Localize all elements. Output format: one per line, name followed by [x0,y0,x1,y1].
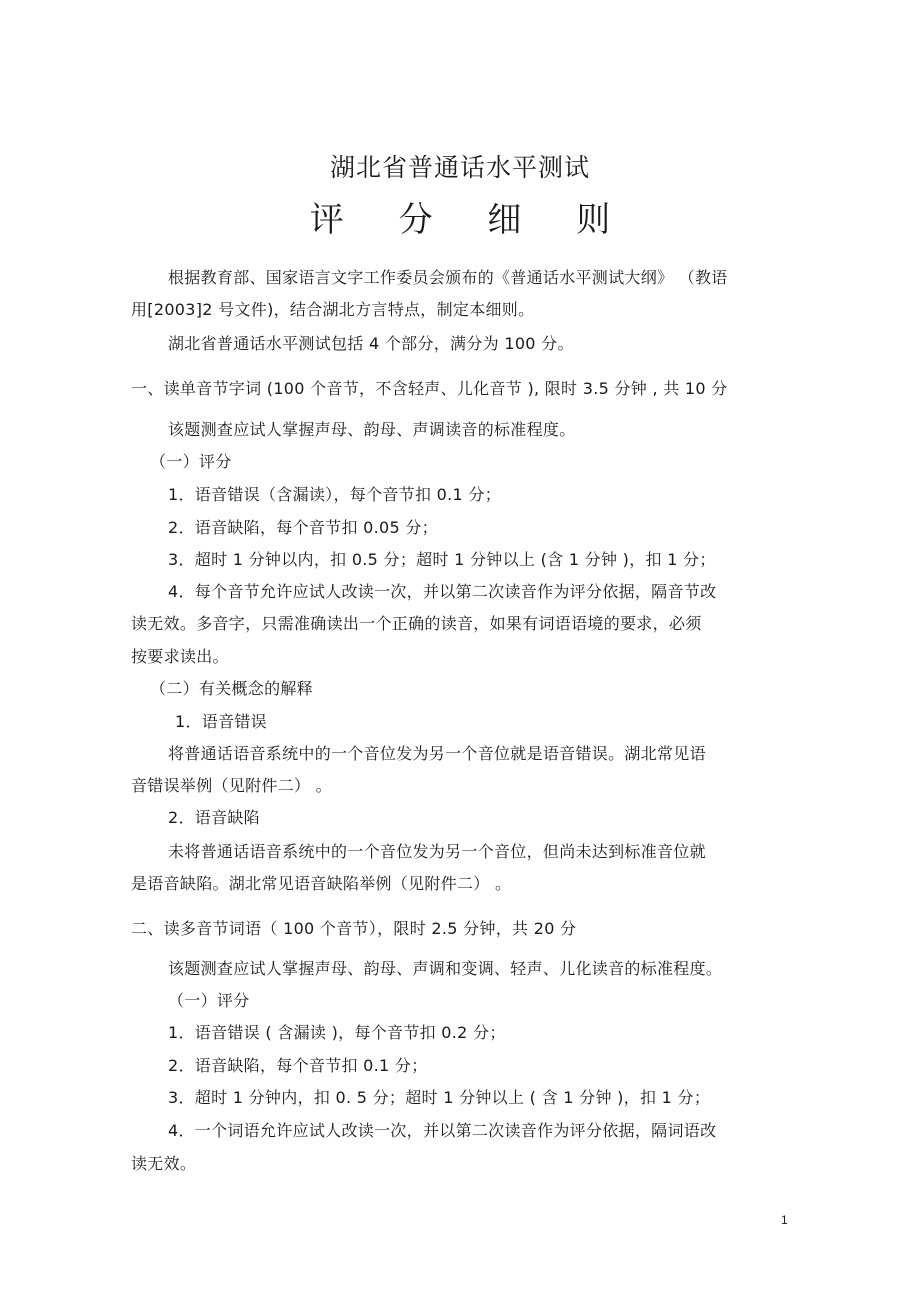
list-item: 4．一个词语允许应试人改读一次，并以第二次读音作为评分依据，隔词语改 [168,1121,717,1140]
list-item: 4．每个音节允许应试人改读一次，并以第二次读音作为评分依据，隔音节改 [168,582,717,601]
subsection-heading: （一）评分 [168,991,250,1010]
paragraph-line: 将普通话语音系统中的一个音位发为另一个音位就是语音错误。湖北常见语 [168,744,706,763]
document-subtitle: 评 分 细 则 [309,200,633,240]
list-item: 1．语音错误（含漏读），每个音节扣 0.1 分； [168,485,501,504]
paragraph-line: 音错误举例（见附件二） 。 [131,776,332,795]
paragraph-line: 读无效。多音字，只需准确读出一个正确的读音，如果有词语语境的要求，必须 [131,614,702,633]
list-item: 3．超时 1 分钟以内，扣 0.5 分；超时 1 分钟以上 (含 1 分钟 )，扣 1 分； [168,550,716,569]
paragraph-line: 用[2003]2 号文件)，结合湖北方言特点，制定本细则。 [131,300,535,319]
subsection-heading: （一）评分 [150,452,232,471]
list-item: 3．超时 1 分钟内，扣 0. 5 分；超时 1 分钟以上 ( 含 1 分钟 )，扣 1 分； [168,1088,711,1107]
list-item: 2．语音缺陷，每个音节扣 0.05 分； [168,518,438,537]
paragraph-line: 该题测查应试人掌握声母、韵母、声调读音的标准程度。 [168,420,576,439]
list-item: 1．语音错误 [175,712,267,731]
list-item: 1．语音错误 ( 含漏读 )，每个音节扣 0.2 分； [168,1023,506,1042]
list-item: 2．语音缺陷 [168,808,260,827]
section-heading: 二、读多音节词语（ 100 个音节），限时 2.5 分钟，共 20 分 [131,919,577,938]
paragraph-line: 是语音缺陷。湖北常见语音缺陷举例（见附件二） 。 [131,874,512,893]
list-item: 2．语音缺陷，每个音节扣 0.1 分； [168,1056,428,1075]
subsection-heading: （二）有关概念的解释 [150,679,314,698]
page-number: 1 [781,1213,788,1227]
paragraph-line: 该题测查应试人掌握声母、韵母、声调和变调、轻声、儿化读音的标准程度。 [168,959,723,978]
paragraph-line: 湖北省普通话水平测试包括 4 个部分，满分为 100 分。 [168,334,574,353]
section-heading: 一、读单音节字词 (100 个音节，不含轻声、儿化音节 ), 限时 3.5 分钟 , 共 10 分 [131,379,728,398]
document-title: 湖北省普通话水平测试 [329,153,590,182]
paragraph-line: 读无效。 [131,1154,197,1173]
paragraph-line: 按要求读出。 [131,647,229,666]
paragraph-line: 未将普通话语音系统中的一个音位发为另一个音位，但尚未达到标准音位就 [168,842,706,861]
paragraph-line: 根据教育部、国家语言文字工作委员会颁布的《普通话水平测试大纲》 （教语 [168,268,728,287]
